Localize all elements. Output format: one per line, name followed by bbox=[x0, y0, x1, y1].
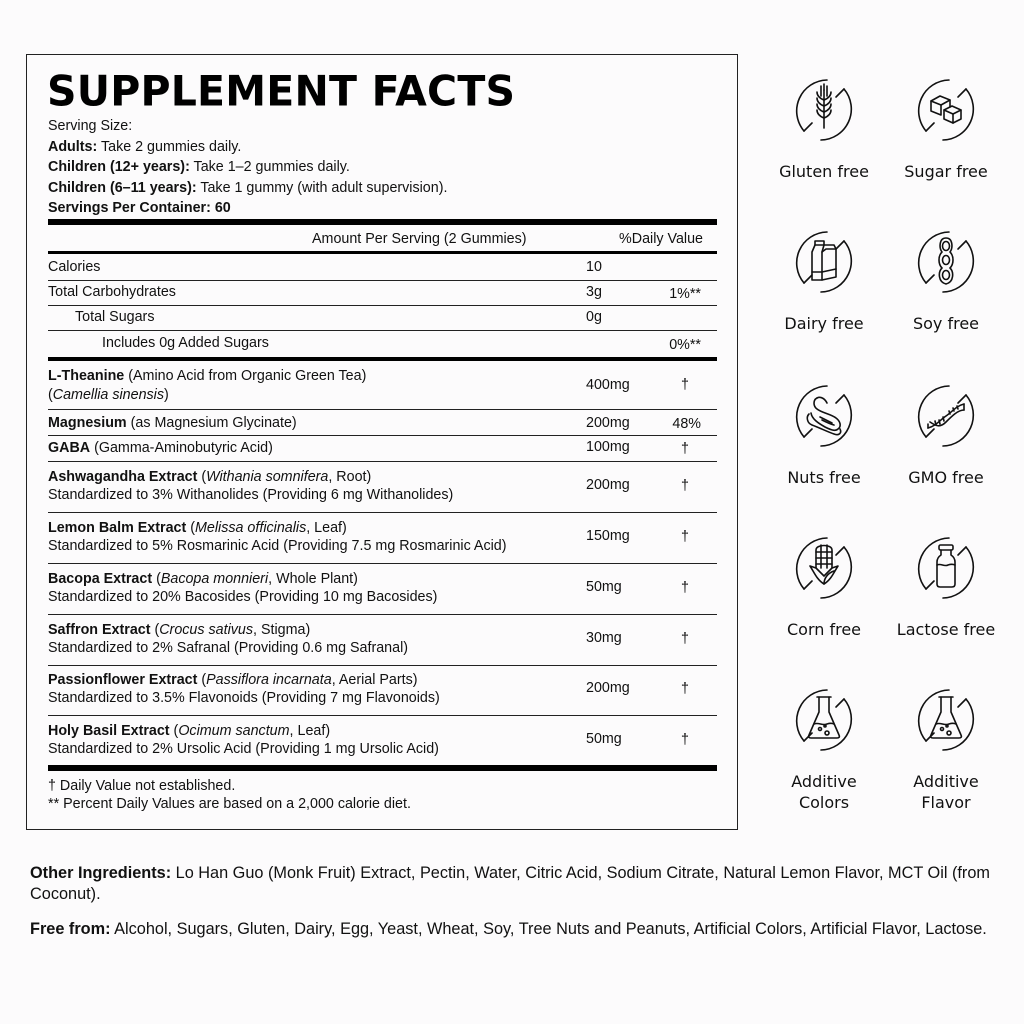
badge-gmo-free bbox=[884, 376, 1008, 488]
l-theanine-amount: 400mg bbox=[586, 377, 630, 393]
ingredient-row-saffron bbox=[48, 621, 408, 657]
paren: ( bbox=[150, 622, 160, 638]
l-theanine-dv: † bbox=[681, 377, 689, 393]
nutrition-row-total-sugars: Total Sugars bbox=[75, 309, 155, 325]
badge-label: GMO free bbox=[908, 468, 984, 487]
ingredient-name: Holy Basil Extract bbox=[48, 723, 170, 739]
free-from-label: Free from: bbox=[30, 920, 111, 938]
ingredient-standardization: Standardized to 2% Ursolic Acid (Providing 1 mg Ursolic Acid) bbox=[48, 741, 439, 757]
ingredient-latin-name: Melissa officinalis bbox=[194, 520, 307, 536]
ingredient-latin-name: Withania somnifera bbox=[206, 469, 329, 485]
holy-basil-dv: † bbox=[681, 732, 689, 748]
ingredient-row-ashwagandha bbox=[48, 468, 453, 504]
corn-icon bbox=[784, 528, 864, 608]
footnote-daily-values: ** Percent Daily Values are based on a 2,000 calorie diet. bbox=[48, 796, 411, 812]
serving-label: Children (6–11 years): bbox=[48, 179, 197, 196]
ingredient-standardization: Standardized to 3.5% Flavonoids (Providing 7 mg Flavonoids) bbox=[48, 690, 440, 706]
badge-label-line1: Additive bbox=[913, 772, 979, 791]
badge-sugar-free bbox=[884, 70, 1008, 182]
divider-thin bbox=[48, 305, 717, 306]
ingredient-row-l-theanine bbox=[48, 367, 366, 405]
soybean-icon bbox=[906, 222, 986, 302]
divider-medium bbox=[48, 357, 717, 361]
milk-carton-icon bbox=[784, 222, 864, 302]
gaba-amount: 100mg bbox=[586, 439, 630, 455]
badge-label: Soy free bbox=[912, 314, 980, 333]
ingredient-part: , Whole Plant) bbox=[268, 571, 358, 587]
ingredient-standardization: Standardized to 5% Rosmarinic Acid (Providing 7.5 mg Rosmarinic Acid) bbox=[48, 538, 507, 554]
nutrition-row-calories: Calories bbox=[48, 259, 101, 275]
ingredient-name: Bacopa Extract bbox=[48, 571, 153, 587]
ingredient-part: , Leaf) bbox=[306, 520, 347, 536]
badge-nuts-free bbox=[762, 376, 886, 488]
magnesium-dv: 48% bbox=[672, 416, 701, 432]
sugar-cubes-icon bbox=[906, 70, 986, 150]
serving-size-label: Serving Size: bbox=[48, 118, 133, 134]
ingredient-name: GABA bbox=[48, 440, 91, 456]
total-carbs-dv: 1%** bbox=[669, 286, 701, 302]
badge-label: Lactose free bbox=[896, 620, 996, 639]
divider-thin bbox=[48, 330, 717, 331]
bacopa-dv: † bbox=[681, 580, 689, 596]
footnote-dagger: † Daily Value not established. bbox=[48, 778, 236, 794]
flask-icon bbox=[906, 680, 986, 760]
other-ingredients-text: Lo Han Guo (Monk Fruit) Extract, Pectin, Water, Citric Acid, Sodium Citrate, Natural Lemon Flavor, MCT Oil (from Coconut). bbox=[30, 864, 990, 903]
nutrition-row-added-sugars: Includes 0g Added Sugars bbox=[102, 335, 269, 351]
amount-per-serving-header: Amount Per Serving (2 Gummies) bbox=[312, 231, 527, 247]
free-from-text: Alcohol, Sugars, Gluten, Dairy, Egg, Yeast, Wheat, Soy, Tree Nuts and Peanuts, Artificial Colors, Artificial Flavor, Lactose. bbox=[110, 920, 987, 938]
serving-text: Take 1 gummy (with adult supervision). bbox=[196, 179, 448, 196]
ingredient-name: L-Theanine bbox=[48, 368, 125, 384]
divider-thin bbox=[48, 409, 717, 410]
lemon-balm-amount: 150mg bbox=[586, 528, 630, 544]
passionflower-dv: † bbox=[681, 681, 689, 697]
ingredient-latin-name: Crocus sativus bbox=[159, 622, 253, 638]
ingredient-standardization: Standardized to 20% Bacosides (Providing 10 mg Bacosides) bbox=[48, 589, 438, 605]
peanut-icon bbox=[784, 376, 864, 456]
ingredient-part: , Stigma) bbox=[253, 622, 311, 638]
badge-label: Dairy free bbox=[784, 314, 864, 333]
ingredient-standardization: Standardized to 3% Withanolides (Providing 6 mg Withanolides) bbox=[48, 487, 454, 503]
badge-label bbox=[762, 771, 886, 813]
divider-thick bbox=[48, 219, 717, 225]
ingredient-name: Passionflower Extract bbox=[48, 672, 198, 688]
gaba-dv: † bbox=[681, 441, 689, 457]
other-ingredients bbox=[30, 863, 990, 905]
ingredient-row-passionflower bbox=[48, 671, 440, 707]
ashwagandha-dv: † bbox=[681, 478, 689, 494]
badge-soy-free bbox=[884, 222, 1008, 334]
badge-label-line2: Flavor bbox=[921, 793, 971, 812]
serving-children-6-11 bbox=[48, 178, 447, 199]
added-sugars-dv: 0%** bbox=[669, 337, 701, 353]
divider-thin bbox=[48, 280, 717, 281]
badge-additive-colors bbox=[762, 680, 886, 813]
ingredient-latin-name: Camellia sinensis bbox=[52, 387, 165, 403]
badge-label: Gluten free bbox=[779, 162, 869, 181]
serving-text: Take 2 gummies daily. bbox=[97, 138, 242, 155]
serving-text: Take 1–2 gummies daily. bbox=[189, 159, 350, 175]
dna-icon bbox=[906, 376, 986, 456]
paren: ( bbox=[48, 387, 53, 403]
saffron-amount: 30mg bbox=[586, 630, 622, 646]
ingredient-row-lemon-balm bbox=[48, 519, 507, 555]
ingredient-name: Magnesium bbox=[48, 415, 127, 431]
serving-adults bbox=[48, 137, 447, 158]
divider-thin bbox=[48, 665, 717, 666]
lemon-balm-dv: † bbox=[681, 529, 689, 545]
divider-thin bbox=[48, 614, 717, 615]
ingredient-row-bacopa bbox=[48, 570, 437, 606]
divider-thin bbox=[48, 512, 717, 513]
bacopa-amount: 50mg bbox=[586, 579, 622, 595]
panel-title: SUPPLEMENT FACTS bbox=[47, 66, 516, 116]
passionflower-amount: 200mg bbox=[586, 680, 630, 696]
ingredient-standardization: Standardized to 2% Safranal (Providing 0.6 mg Safranal) bbox=[48, 640, 409, 656]
badge-label: Corn free bbox=[786, 620, 862, 639]
divider-thick bbox=[48, 765, 717, 771]
divider-medium bbox=[48, 251, 717, 254]
divider-thin bbox=[48, 435, 717, 436]
ingredient-part: , Aerial Parts) bbox=[331, 672, 418, 688]
other-ingredients-label: Other Ingredients: bbox=[30, 864, 172, 882]
serving-info bbox=[48, 116, 447, 219]
ingredient-name: Saffron Extract bbox=[48, 622, 151, 638]
holy-basil-amount: 50mg bbox=[586, 731, 622, 747]
free-from bbox=[30, 919, 990, 940]
paren: ( bbox=[197, 672, 207, 688]
paren: ( bbox=[197, 469, 207, 485]
ingredient-latin-name: Passiflora incarnata bbox=[206, 672, 332, 688]
ingredient-source: (Gamma-Aminobutyric Acid) bbox=[90, 440, 273, 456]
paren: ) bbox=[164, 387, 169, 403]
ingredient-row-holy-basil bbox=[48, 722, 439, 758]
badge-corn-free bbox=[762, 528, 886, 640]
paren: ( bbox=[186, 520, 195, 536]
ingredient-name: Lemon Balm Extract bbox=[48, 520, 187, 536]
ingredient-part: , Leaf) bbox=[289, 723, 331, 739]
paren: ( bbox=[169, 723, 179, 739]
ingredient-name: Ashwagandha Extract bbox=[48, 469, 198, 485]
ingredient-source: (Amino Acid from Organic Green Tea) bbox=[124, 368, 367, 384]
badge-label-line2: Colors bbox=[798, 793, 850, 812]
ashwagandha-amount: 200mg bbox=[586, 477, 630, 493]
daily-value-header: %Daily Value bbox=[619, 231, 703, 247]
divider-thin bbox=[48, 461, 717, 462]
serving-children-12 bbox=[48, 157, 447, 178]
ingredient-part: , Root) bbox=[328, 469, 372, 485]
serving-label: Adults: bbox=[48, 138, 98, 155]
badge-label-line1: Additive bbox=[791, 772, 857, 791]
ingredient-latin-name: Ocimum sanctum bbox=[178, 723, 290, 739]
badge-dairy-free bbox=[762, 222, 886, 334]
badge-label: Sugar free bbox=[904, 162, 988, 181]
ingredient-source: (as Magnesium Glycinate) bbox=[126, 415, 297, 431]
divider-thin bbox=[48, 563, 717, 564]
badge-additive-flavor bbox=[884, 680, 1008, 813]
total-sugars-amount: 0g bbox=[586, 309, 602, 325]
ingredient-row-magnesium bbox=[48, 414, 297, 432]
total-carbs-amount: 3g bbox=[586, 284, 602, 300]
saffron-dv: † bbox=[681, 631, 689, 647]
wheat-icon bbox=[784, 70, 864, 150]
ingredient-latin-name: Bacopa monnieri bbox=[160, 571, 269, 587]
supplement-facts-panel bbox=[26, 54, 738, 830]
milk-bottle-icon bbox=[906, 528, 986, 608]
divider-thin bbox=[48, 715, 717, 716]
servings-per-container: Servings Per Container: 60 bbox=[48, 200, 231, 216]
calories-amount: 10 bbox=[586, 259, 602, 275]
nutrition-row-total-carbs: Total Carbohydrates bbox=[48, 284, 176, 300]
badge-label: Nuts free bbox=[787, 468, 861, 487]
magnesium-amount: 200mg bbox=[586, 415, 630, 431]
ingredient-row-gaba bbox=[48, 439, 273, 457]
badge-lactose-free bbox=[884, 528, 1008, 640]
serving-label: Children (12+ years): bbox=[48, 159, 190, 175]
badge-gluten-free bbox=[762, 70, 886, 182]
flask-icon bbox=[784, 680, 864, 760]
paren: ( bbox=[152, 571, 161, 587]
badge-label bbox=[884, 771, 1008, 813]
